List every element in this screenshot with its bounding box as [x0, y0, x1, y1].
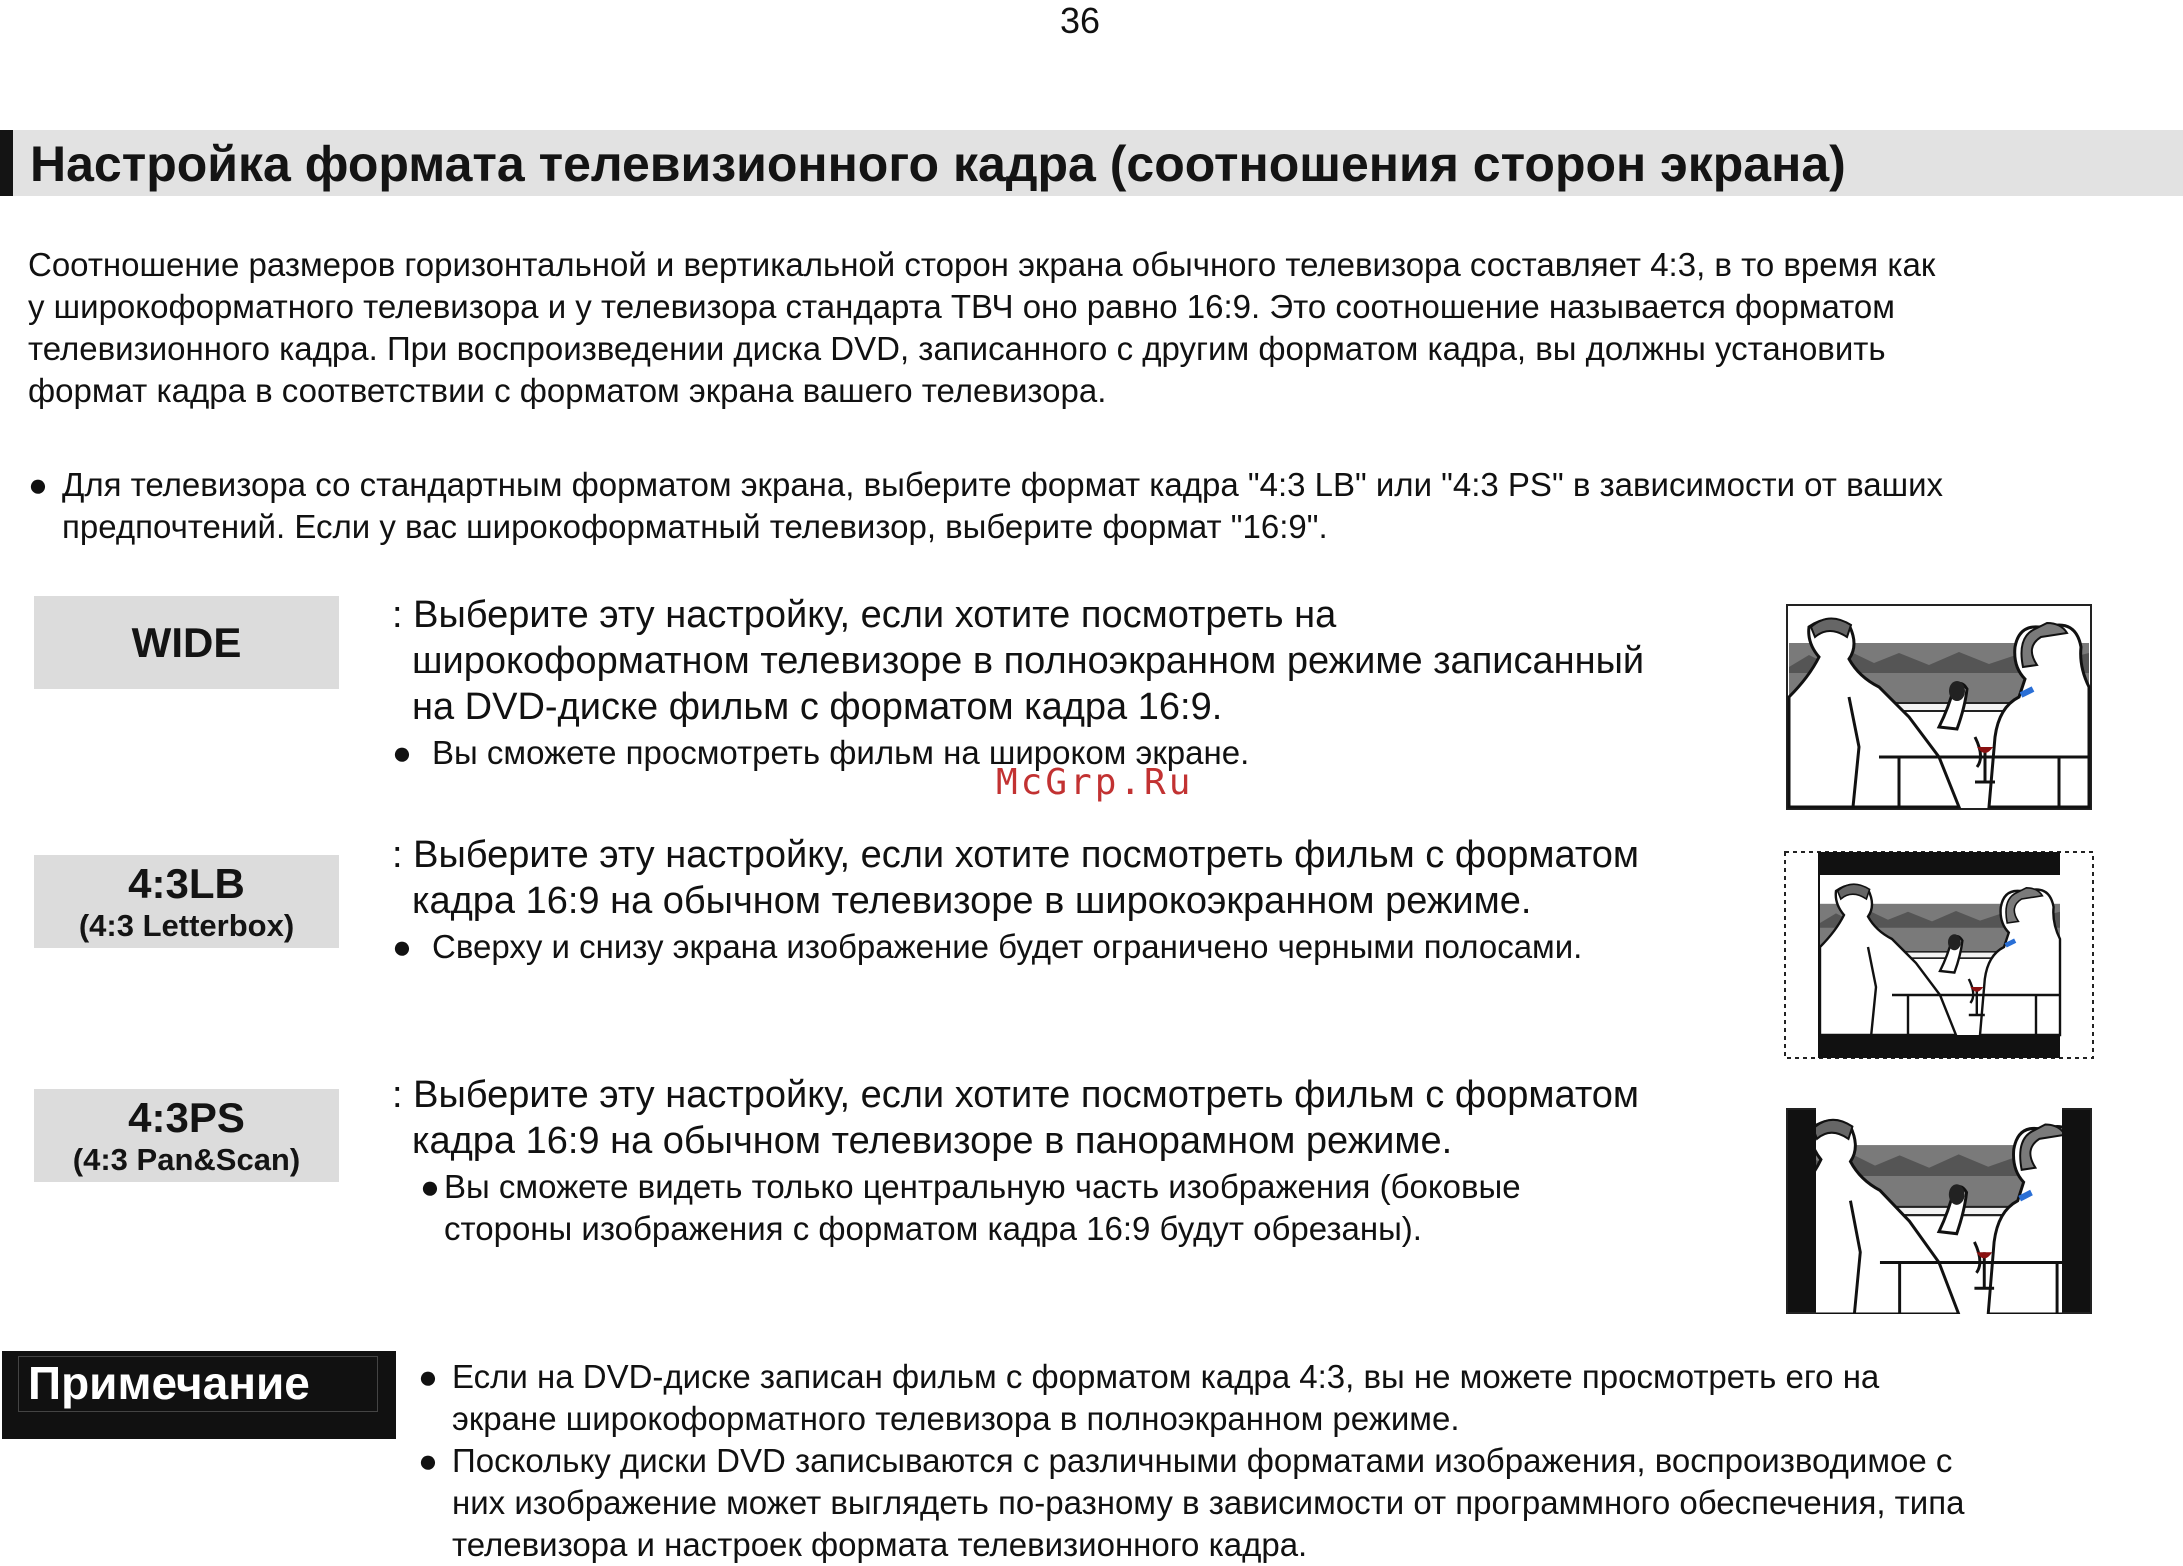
intro-line: формат кадра в соответствии с форматом экрана вашего телевизора. — [28, 372, 1107, 409]
description-line: кадра 16:9 на обычном телевизоре в панорамном режиме. — [412, 1120, 1453, 1162]
intro-paragraph — [28, 244, 2158, 412]
note-line: Если на DVD-диске записан фильм с форматом кадра 4:3, вы не можете просмотреть его на — [452, 1358, 1880, 1395]
bullet-dot: ● — [392, 928, 412, 965]
title-marker — [0, 130, 13, 196]
bullet-dot: ● — [28, 466, 48, 503]
description-line: : Выберите эту настройку, если хотите посмотреть на — [392, 594, 1337, 636]
bullet-line: предпочтений. Если у вас широкоформатный телевизор, выберите формат "16:9". — [62, 508, 1328, 545]
mode-bullet — [392, 1166, 1752, 1250]
bullet-dot: ● — [418, 1358, 438, 1395]
bullet-line: Сверху и снизу экрана изображение будет ограничено черными полосами. — [432, 928, 1583, 965]
standard-tv-bullet — [28, 464, 2158, 548]
note-line: Поскольку диски DVD записываются с различными форматами изображения, воспроизводимое с — [452, 1442, 1953, 1479]
letterbox-illustration — [1784, 851, 2094, 1059]
mode-name: 4:3LB — [128, 860, 245, 907]
mode-name: 4:3PS — [128, 1094, 245, 1141]
description-line: на DVD-диске фильм с форматом кадра 16:9. — [412, 686, 1223, 728]
note-line: телевизора и настроек формата телевизионного кадра. — [452, 1526, 1308, 1563]
description-line: кадра 16:9 на обычном телевизоре в широкоэкранном режиме. — [412, 880, 1532, 922]
description-line: : Выберите эту настройку, если хотите посмотреть фильм с форматом — [392, 1074, 1640, 1116]
intro-line: Соотношение размеров горизонтальной и вертикальной сторон экрана обычного телевизора составляет 4:3, в то время как — [28, 246, 1936, 283]
description-line: : Выберите эту настройку, если хотите посмотреть фильм с форматом — [392, 834, 1640, 876]
mode-label-wide — [34, 596, 339, 689]
page-title: Настройка формата телевизионного кадра (соотношения сторон экрана) — [30, 136, 1846, 192]
bullet-line: Для телевизора со стандартным форматом экрана, выберите формат кадра "4:3 LB" или "4:3 PS" в зависимости от ваших — [62, 466, 1943, 503]
note-line: них изображение может выглядеть по-разному в зависимости от программного обеспечения, типа — [452, 1484, 1965, 1521]
mode-bullet — [392, 926, 1752, 968]
intro-line: у широкоформатного телевизора и у телевизора стандарта ТВЧ оно равно 16:9. Это соотношение называется форматом — [28, 288, 1895, 325]
note-item — [418, 1440, 2158, 1566]
description-line: широкоформатном телевизоре в полноэкранном режиме записанный — [412, 640, 1645, 682]
panscan-illustration — [1786, 1108, 2092, 1314]
mode-label-letterbox — [34, 855, 339, 948]
note-list — [418, 1356, 2158, 1566]
wide-screen-illustration — [1786, 604, 2092, 810]
mode-label-panscan — [34, 1089, 339, 1182]
bullet-dot: ● — [420, 1168, 440, 1205]
bullet-line: Вы сможете видеть только центральную часть изображения (боковые — [444, 1168, 1521, 1205]
note-line: экране широкоформатного телевизора в полноэкранном режиме. — [452, 1400, 1460, 1437]
bullet-dot: ● — [418, 1442, 438, 1479]
bullet-line: Вы сможете просмотреть фильм на широком экране. — [432, 734, 1250, 771]
mode-description-wide — [392, 592, 1752, 774]
note-label: Примечание — [28, 1357, 310, 1409]
intro-line: телевизионного кадра. При воспроизведении диска DVD, записанного с другим форматом кадра, вы должны установить — [28, 330, 1886, 367]
page-number: 36 — [1059, 0, 1101, 41]
mode-subname: (4:3 Pan&Scan) — [72, 1142, 301, 1177]
mode-name: WIDE — [131, 619, 242, 666]
bullet-dot: ● — [392, 734, 412, 771]
note-item — [418, 1356, 2158, 1440]
mode-description-panscan — [392, 1072, 1752, 1250]
mode-description-letterbox — [392, 832, 1752, 968]
watermark: McGrp.Ru — [996, 762, 1194, 803]
bullet-line: стороны изображения с форматом кадра 16:9 будут обрезаны). — [444, 1210, 1422, 1247]
mode-subname: (4:3 Letterbox) — [78, 908, 295, 943]
